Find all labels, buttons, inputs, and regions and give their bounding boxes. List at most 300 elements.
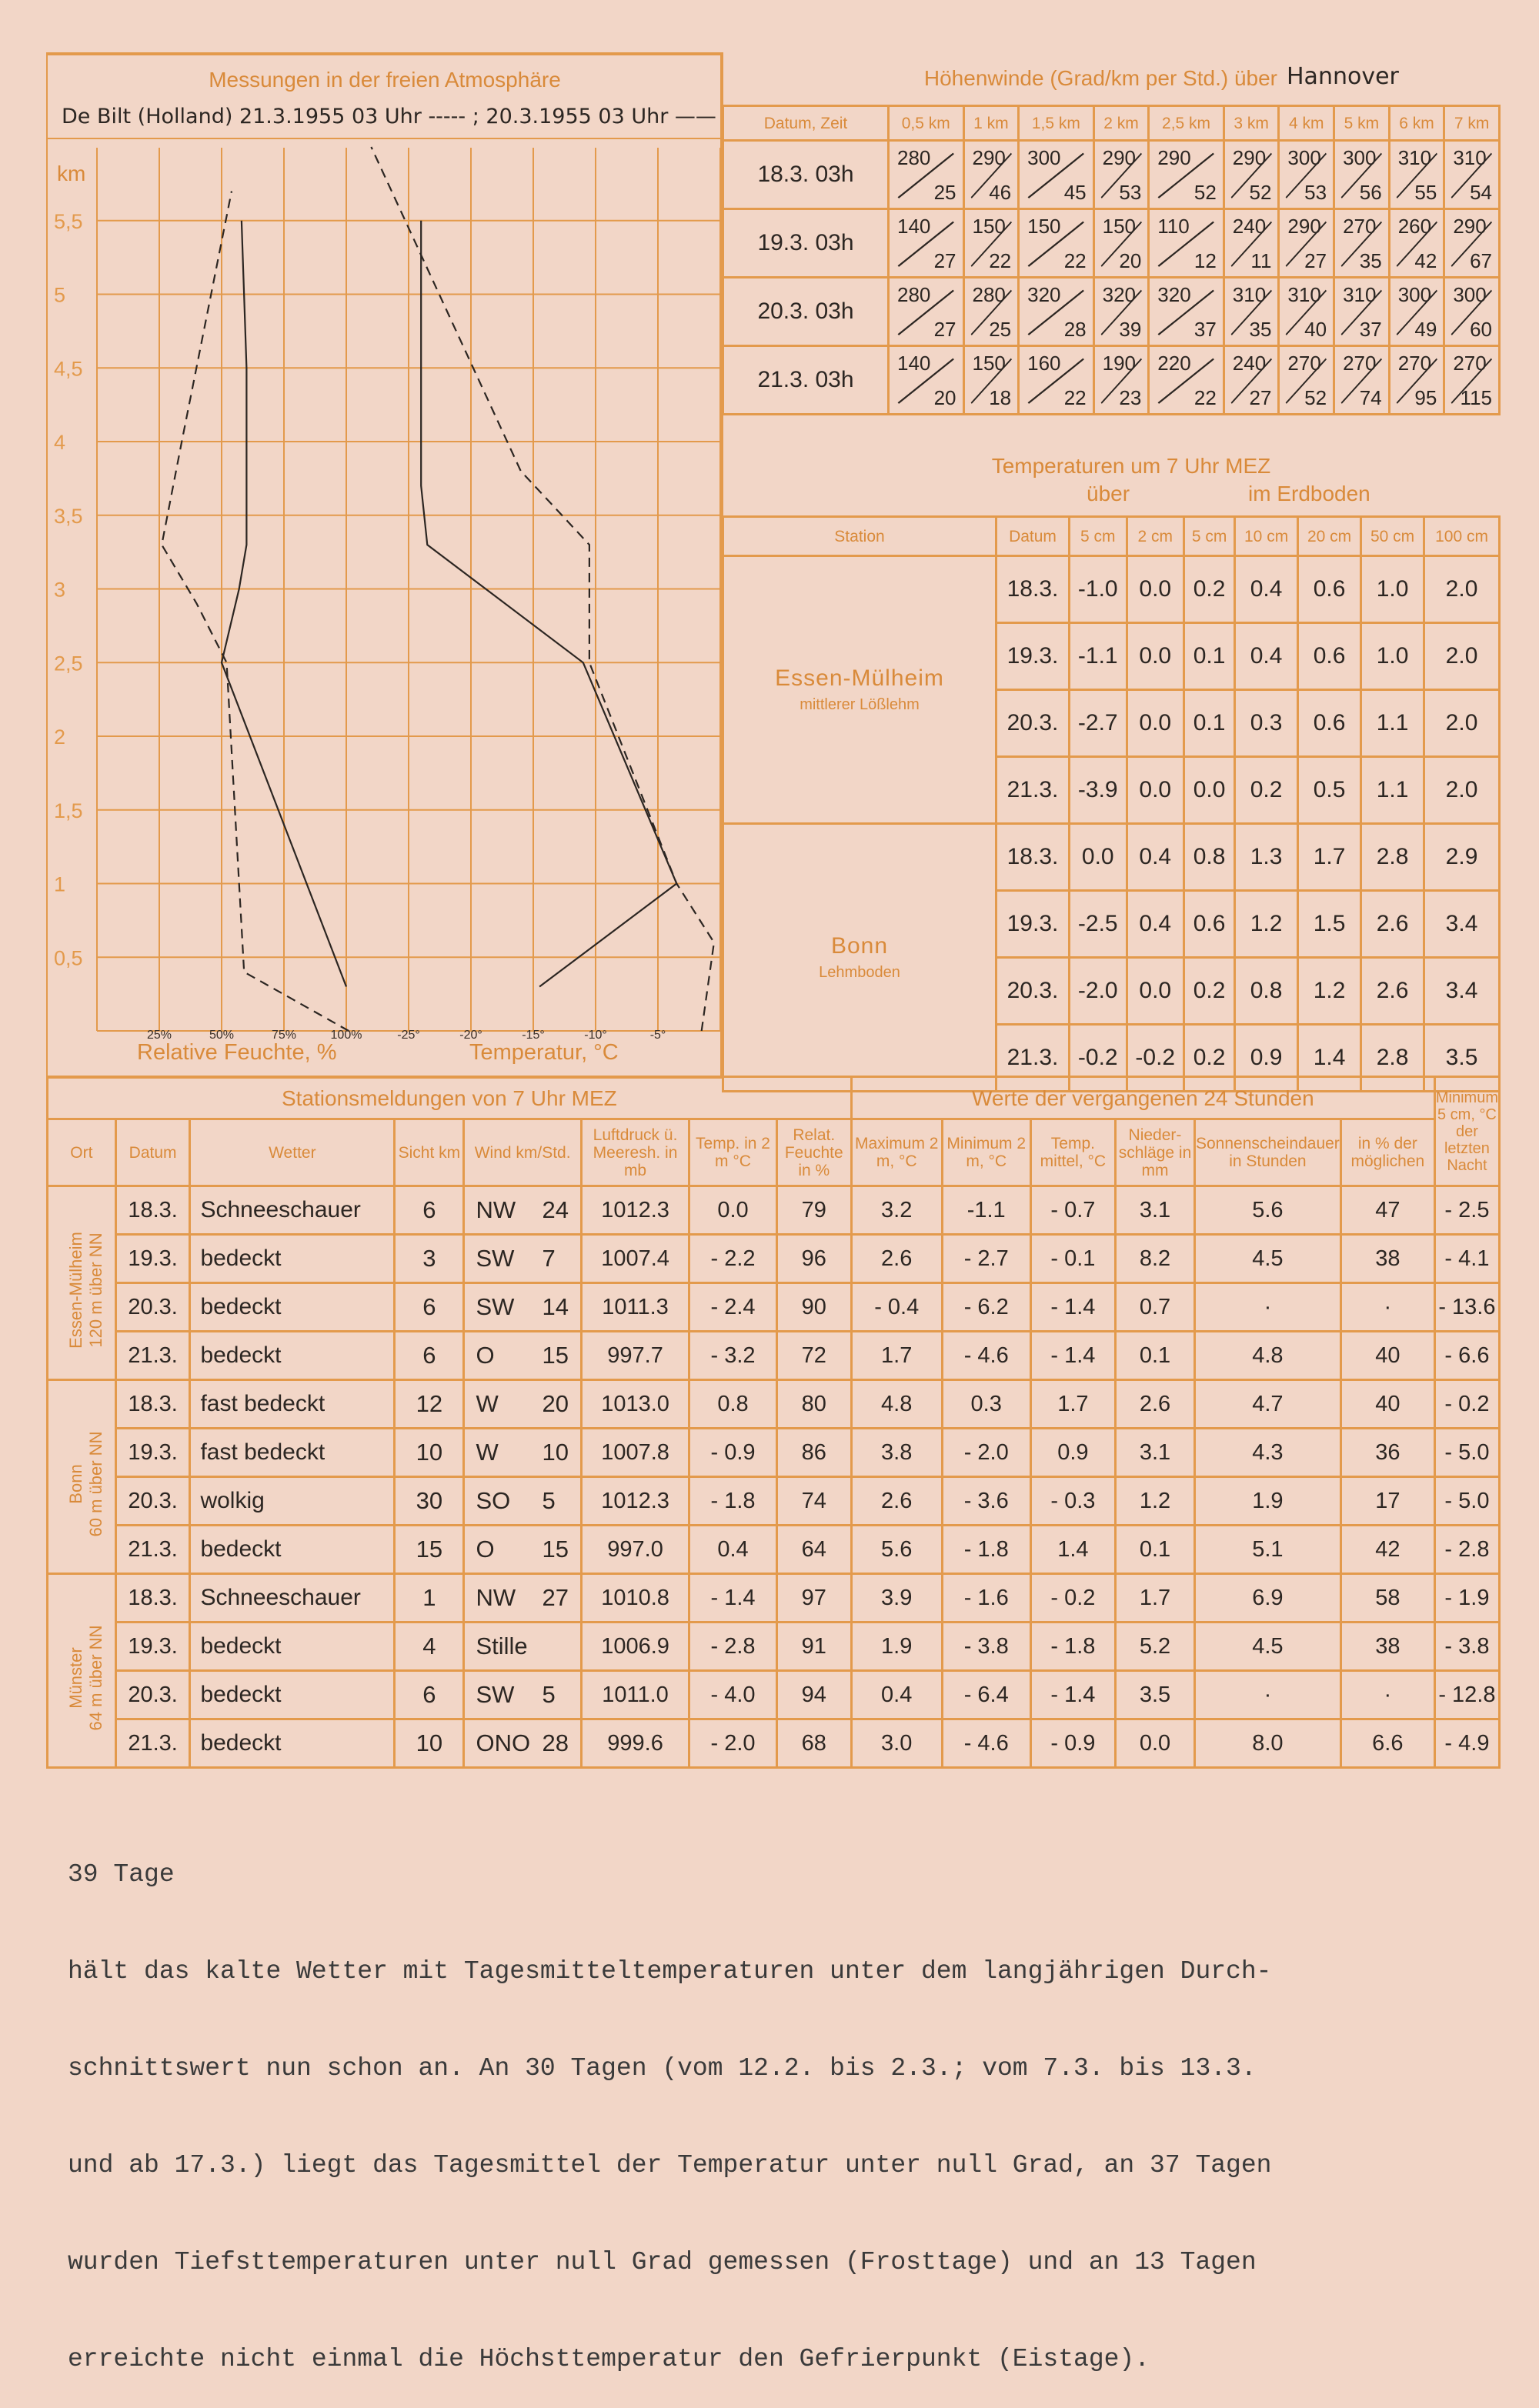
wind-speed: 53 <box>1119 181 1142 204</box>
winds-col-height: 1,5 km <box>1019 106 1094 141</box>
soil-value: 2.0 <box>1424 623 1500 690</box>
wind-direction: 310 <box>1397 146 1432 169</box>
wind-direction: 290 <box>972 146 1006 169</box>
winds-col-height: 2,5 km <box>1149 106 1224 141</box>
stations-row <box>48 1671 1500 1719</box>
winds-col-height: 5 km <box>1334 106 1390 141</box>
station-pressure: 1012.3 <box>581 1477 689 1526</box>
soil-value: 0.0 <box>1070 824 1127 891</box>
wind-speed: 22 <box>1063 249 1087 272</box>
wind-value <box>1225 347 1278 413</box>
soil-value: 0.1 <box>1184 623 1235 690</box>
stations-col-header: Luftdruck ü. Meeresh. in mb <box>581 1119 689 1186</box>
soil-value: -0.2 <box>1127 1025 1184 1092</box>
soil-value: -1.0 <box>1070 556 1127 623</box>
station-min: - 6.2 <box>942 1283 1030 1332</box>
station-weather: bedeckt <box>190 1283 395 1332</box>
wind-speed: 22 <box>1063 386 1087 409</box>
station-place-elev: 60 m über NN <box>86 1431 105 1537</box>
wind-value <box>1390 278 1444 345</box>
station-wind-dir: ONO <box>476 1729 531 1756</box>
station-sun-percent: 58 <box>1340 1574 1434 1623</box>
soil-title: Temperaturen um 7 Uhr MEZ <box>991 454 1271 478</box>
wind-cell <box>1093 346 1149 415</box>
stations-row <box>48 1719 1500 1768</box>
stations-header-row <box>48 1119 1500 1186</box>
winds-col-height: 6 km <box>1389 106 1444 141</box>
wind-direction: 280 <box>897 146 931 169</box>
station-precip: 0.0 <box>1115 1719 1194 1768</box>
station-humidity: 72 <box>776 1332 851 1380</box>
wind-speed: 25 <box>933 181 956 204</box>
soil-value: 0.0 <box>1127 623 1184 690</box>
wind-cell <box>1149 278 1224 346</box>
stations-col-header: in % der möglichen <box>1340 1119 1434 1186</box>
stations-col-header: Relat. Feuchte in % <box>776 1119 851 1186</box>
wind-direction: 140 <box>897 352 931 375</box>
station-mean: 1.7 <box>1030 1380 1115 1429</box>
station-wind-dir: NW <box>476 1584 516 1611</box>
y-tick-label: 3,5 <box>54 504 83 528</box>
wind-direction: 320 <box>1027 283 1061 306</box>
y-axis-label: km <box>57 162 86 185</box>
wind-value <box>890 347 963 413</box>
stations-row <box>48 1477 1500 1526</box>
wind-cell <box>1224 346 1279 415</box>
station-precip: 0.1 <box>1115 1526 1194 1574</box>
station-precip: 3.1 <box>1115 1429 1194 1477</box>
station-wind-speed: 14 <box>542 1293 569 1320</box>
station-sun-hours: 1.9 <box>1194 1477 1340 1526</box>
station-sun-hours: 5.1 <box>1194 1526 1340 1574</box>
soil-over: über <box>1087 482 1130 505</box>
station-precip: 0.1 <box>1115 1332 1194 1380</box>
soil-date: 20.3. <box>997 690 1070 757</box>
station-temp: - 2.2 <box>689 1235 776 1283</box>
wind-value <box>1020 210 1093 276</box>
wind-cell <box>1334 141 1390 209</box>
wind-value <box>1150 278 1223 345</box>
soil-value: -1.1 <box>1070 623 1127 690</box>
wind-direction: 190 <box>1102 352 1137 375</box>
station-temp: - 2.0 <box>689 1719 776 1768</box>
station-max: 3.2 <box>851 1186 942 1235</box>
station-visibility: 12 <box>395 1380 464 1429</box>
wind-value <box>1335 347 1388 413</box>
wind-cell <box>889 278 964 346</box>
station-humidity: 86 <box>776 1429 851 1477</box>
station-weather: fast bedeckt <box>190 1429 395 1477</box>
winds-date: 19.3. 03h <box>723 209 889 278</box>
soil-value: 0.0 <box>1127 690 1184 757</box>
station-precip: 3.1 <box>1115 1186 1194 1235</box>
wind-direction: 140 <box>897 215 931 238</box>
station-sun-percent: 42 <box>1340 1526 1434 1574</box>
wind-cell <box>1444 209 1500 278</box>
soil-type: Lehmboden <box>819 964 900 981</box>
station-wind <box>464 1332 581 1380</box>
wind-value <box>1280 278 1333 345</box>
soil-date: 20.3. <box>997 958 1070 1025</box>
chart-frame <box>46 54 722 1077</box>
rh-tick-label: 75% <box>271 1029 297 1042</box>
soil-value: 0.3 <box>1235 690 1298 757</box>
soil-in-ground: im Erdboden <box>1248 482 1370 505</box>
rh-tick-label: 100% <box>330 1029 362 1042</box>
station-sun-percent: 40 <box>1340 1380 1434 1429</box>
station-date: 18.3. <box>115 1574 190 1623</box>
wind-value <box>1390 347 1444 413</box>
wind-value <box>890 278 963 345</box>
wind-direction: 320 <box>1102 283 1137 306</box>
wind-direction: 160 <box>1027 352 1061 375</box>
station-precip: 1.7 <box>1115 1574 1194 1623</box>
wind-speed: 95 <box>1414 386 1437 409</box>
station-wind-dir: SW <box>476 1293 515 1320</box>
station-date: 20.3. <box>115 1283 190 1332</box>
station-temp: - 1.4 <box>689 1574 776 1623</box>
wind-cell <box>1279 346 1334 415</box>
wind-cell <box>1444 278 1500 346</box>
station-min-5cm: - 6.6 <box>1434 1332 1499 1380</box>
station-min: - 3.6 <box>942 1477 1030 1526</box>
station-visibility: 10 <box>395 1429 464 1477</box>
atmosphere-chart <box>46 52 723 1079</box>
station-visibility: 1 <box>395 1574 464 1623</box>
temp-tick-label: -15° <box>522 1029 545 1042</box>
station-visibility: 6 <box>395 1283 464 1332</box>
station-visibility: 4 <box>395 1623 464 1671</box>
station-max: 1.7 <box>851 1332 942 1380</box>
wind-direction: 240 <box>1232 352 1267 375</box>
wind-cell <box>1334 278 1390 346</box>
wind-value <box>1335 278 1388 345</box>
station-temp: - 4.0 <box>689 1671 776 1719</box>
station-precip: 5.2 <box>1115 1623 1194 1671</box>
wind-value <box>1280 142 1333 208</box>
temp-tick-label: -20° <box>459 1029 482 1042</box>
station-place-name: Münster <box>66 1647 85 1709</box>
wind-speed: 27 <box>1304 249 1327 272</box>
station-sun-percent: 47 <box>1340 1186 1434 1235</box>
stations-col-header: Datum <box>115 1119 190 1186</box>
station-mean: - 0.2 <box>1030 1574 1115 1623</box>
soil-value: -2.5 <box>1070 891 1127 958</box>
soil-col-depth: 10 cm <box>1235 517 1298 556</box>
wind-value <box>1095 347 1148 413</box>
weather-sheet <box>46 52 1501 1762</box>
station-sun-percent: 40 <box>1340 1332 1434 1380</box>
station-place-cell <box>48 1574 116 1768</box>
stations-col-header: Maximum 2 m, °C <box>851 1119 942 1186</box>
wind-value <box>1225 278 1278 345</box>
wind-cell <box>1334 346 1390 415</box>
soil-value: 1.2 <box>1235 891 1298 958</box>
winds-col-height: 7 km <box>1444 106 1500 141</box>
wind-speed: 53 <box>1304 181 1327 204</box>
station-wind-speed: 15 <box>542 1342 569 1369</box>
wind-speed: 23 <box>1119 386 1142 409</box>
stations-col-header: Temp. mittel, °C <box>1030 1119 1115 1186</box>
station-min: - 2.7 <box>942 1235 1030 1283</box>
station-humidity: 80 <box>776 1380 851 1429</box>
wind-speed: 74 <box>1359 386 1382 409</box>
station-visibility: 10 <box>395 1719 464 1768</box>
wind-speed: 37 <box>1359 318 1382 341</box>
station-sun-percent: 17 <box>1340 1477 1434 1526</box>
wind-cell <box>1334 209 1390 278</box>
station-temp: - 2.8 <box>689 1623 776 1671</box>
station-date: 20.3. <box>115 1477 190 1526</box>
station-sun-percent: · <box>1340 1283 1434 1332</box>
station-precip: 1.2 <box>1115 1477 1194 1526</box>
station-date: 21.3. <box>115 1526 190 1574</box>
soil-header-row <box>723 517 1500 556</box>
wind-speed: 22 <box>1193 386 1217 409</box>
wind-speed: 40 <box>1304 318 1327 341</box>
winds-col-date: Datum, Zeit <box>723 106 889 141</box>
soil-row <box>723 824 1500 891</box>
wind-cell <box>963 346 1019 415</box>
soil-value: 2.8 <box>1361 1025 1424 1092</box>
station-mean: - 1.8 <box>1030 1623 1115 1671</box>
soil-row <box>723 556 1500 623</box>
station-humidity: 97 <box>776 1574 851 1623</box>
wind-direction: 270 <box>1343 352 1377 375</box>
station-mean: - 0.3 <box>1030 1477 1115 1526</box>
winds-date: 20.3. 03h <box>723 278 889 346</box>
station-sun-percent: 38 <box>1340 1623 1434 1671</box>
station-max: - 0.4 <box>851 1283 942 1332</box>
station-place-elev: 64 m über NN <box>86 1625 105 1731</box>
soil-value: 1.2 <box>1298 958 1361 1025</box>
wind-speed: 56 <box>1359 181 1382 204</box>
soil-date: 18.3. <box>997 556 1070 623</box>
station-mean: - 1.4 <box>1030 1283 1115 1332</box>
station-max: 5.6 <box>851 1526 942 1574</box>
wind-value <box>1445 278 1498 345</box>
rh-tick-label: 25% <box>146 1029 172 1042</box>
wind-direction: 300 <box>1397 283 1432 306</box>
soil-value: 0.8 <box>1235 958 1298 1025</box>
wind-direction: 290 <box>1232 146 1267 169</box>
station-min: 0.3 <box>942 1380 1030 1429</box>
soil-date: 21.3. <box>997 757 1070 824</box>
station-visibility: 3 <box>395 1235 464 1283</box>
soil-value: 0.9 <box>1235 1025 1298 1092</box>
station-sun-hours: 6.9 <box>1194 1574 1340 1623</box>
wind-speed: 52 <box>1249 181 1272 204</box>
temp-axis-label: Temperatur, °C <box>469 1040 619 1065</box>
station-wind <box>464 1283 581 1332</box>
wind-direction: 270 <box>1453 352 1487 375</box>
y-tick-label: 2 <box>54 725 66 749</box>
winds-row <box>723 346 1500 415</box>
wind-value <box>1020 347 1093 413</box>
station-min: -1.1 <box>942 1186 1030 1235</box>
stations-col-header: Sicht km <box>395 1119 464 1186</box>
station-min-5cm: - 5.0 <box>1434 1429 1499 1477</box>
wind-speed: 27 <box>933 318 956 341</box>
station-precip: 3.5 <box>1115 1671 1194 1719</box>
wind-value <box>1280 347 1333 413</box>
wind-direction: 260 <box>1397 215 1432 238</box>
station-date: 19.3. <box>115 1623 190 1671</box>
wind-value <box>1095 278 1148 345</box>
footer-line: schnittswert nun schon an. An 30 Tagen (vom 12.2. bis 2.3.; vom 7.3. bis 13.3. <box>68 2054 1257 2083</box>
station-min: - 1.8 <box>942 1526 1030 1574</box>
station-humidity: 64 <box>776 1526 851 1574</box>
wind-cell <box>1389 141 1444 209</box>
wind-direction: 310 <box>1453 146 1487 169</box>
station-temp: - 1.8 <box>689 1477 776 1526</box>
wind-value <box>1150 142 1223 208</box>
stations-title-row <box>48 1077 1500 1119</box>
station-weather: bedeckt <box>190 1332 395 1380</box>
station-wind-dir: SW <box>476 1245 515 1272</box>
soil-value: 0.6 <box>1298 690 1361 757</box>
wind-value <box>965 210 1018 276</box>
wind-cell <box>1019 141 1094 209</box>
station-pressure: 997.7 <box>581 1332 689 1380</box>
station-sun-hours: 5.6 <box>1194 1186 1340 1235</box>
wind-direction: 280 <box>897 283 931 306</box>
winds-col-height: 2 km <box>1093 106 1149 141</box>
wind-speed: 52 <box>1304 386 1327 409</box>
winds-table <box>722 105 1501 415</box>
wind-value <box>1280 210 1333 276</box>
station-wind <box>464 1477 581 1526</box>
wind-value <box>1225 210 1278 276</box>
wind-cell <box>1389 346 1444 415</box>
wind-direction: 290 <box>1287 215 1321 238</box>
soil-value: 1.5 <box>1298 891 1361 958</box>
wind-cell <box>1279 209 1334 278</box>
winds-col-height: 4 km <box>1279 106 1334 141</box>
soil-value: -2.0 <box>1070 958 1127 1025</box>
station-temp: 0.8 <box>689 1380 776 1429</box>
wind-speed: 27 <box>933 249 956 272</box>
wind-value <box>965 347 1018 413</box>
station-min-5cm: - 5.0 <box>1434 1477 1499 1526</box>
station-mean: - 0.1 <box>1030 1235 1115 1283</box>
soil-value: 0.2 <box>1235 757 1298 824</box>
y-tick-label: 1 <box>54 872 66 896</box>
wind-speed: 46 <box>989 181 1012 204</box>
stations-row <box>48 1283 1500 1332</box>
wind-cell <box>889 209 964 278</box>
wind-value <box>1390 210 1444 276</box>
station-humidity: 74 <box>776 1477 851 1526</box>
station-max: 2.6 <box>851 1235 942 1283</box>
wind-cell <box>1224 209 1279 278</box>
station-sun-hours: 4.5 <box>1194 1623 1340 1671</box>
stations-row <box>48 1380 1500 1429</box>
y-tick-label: 4 <box>54 431 66 454</box>
station-humidity: 68 <box>776 1719 851 1768</box>
wind-value <box>1020 142 1093 208</box>
station-min-5cm: - 12.8 <box>1434 1671 1499 1719</box>
wind-cell <box>1019 346 1094 415</box>
station-mean: 0.9 <box>1030 1429 1115 1477</box>
wind-speed: 22 <box>989 249 1012 272</box>
wind-value <box>1225 142 1278 208</box>
winds-row <box>723 278 1500 346</box>
station-date: 19.3. <box>115 1235 190 1283</box>
wind-cell <box>1019 209 1094 278</box>
station-visibility: 6 <box>395 1671 464 1719</box>
station-min: - 4.6 <box>942 1719 1030 1768</box>
winds-row <box>723 141 1500 209</box>
soil-value: 3.4 <box>1424 958 1500 1025</box>
station-wind-speed: 20 <box>542 1390 569 1417</box>
wind-direction: 110 <box>1157 215 1190 238</box>
wind-direction: 150 <box>972 215 1006 238</box>
wind-cell <box>1019 278 1094 346</box>
station-sun-hours: · <box>1194 1283 1340 1332</box>
stations-title-right: Werte der vergangenen 24 Stunden <box>851 1077 1434 1119</box>
wind-value <box>1445 210 1498 276</box>
wind-cell <box>1389 278 1444 346</box>
wind-speed: 20 <box>933 386 956 409</box>
wind-direction: 300 <box>1453 283 1487 306</box>
winds-title: Höhenwinde (Grad/km per Std.) über <box>923 66 1277 90</box>
station-wind <box>464 1623 581 1671</box>
station-sun-hours: 4.8 <box>1194 1332 1340 1380</box>
station-date: 19.3. <box>115 1429 190 1477</box>
station-weather: bedeckt <box>190 1671 395 1719</box>
soil-type: mittlerer Lößlehm <box>800 696 920 713</box>
wind-direction: 310 <box>1287 283 1321 306</box>
wind-speed: 20 <box>1119 249 1142 272</box>
wind-speed: 42 <box>1414 249 1437 272</box>
station-sun-hours: 4.7 <box>1194 1380 1340 1429</box>
station-wind-dir: NW <box>476 1196 516 1223</box>
footer-line: wurden Tiefsttemperaturen unter null Grad gemessen (Frosttage) und an 13 Tagen <box>68 2248 1257 2276</box>
station-wind <box>464 1380 581 1429</box>
station-weather: bedeckt <box>190 1623 395 1671</box>
station-weather: Schneeschauer <box>190 1574 395 1623</box>
station-max: 1.9 <box>851 1623 942 1671</box>
wind-cell <box>1093 209 1149 278</box>
wind-direction: 270 <box>1343 215 1377 238</box>
station-min: - 3.8 <box>942 1623 1030 1671</box>
stations-row <box>48 1526 1500 1574</box>
stations-row <box>48 1623 1500 1671</box>
rh-tick-label: 50% <box>209 1029 235 1042</box>
soil-station-name: Essen-Mülheim <box>775 665 944 691</box>
soil-value: 0.4 <box>1127 824 1184 891</box>
wind-value <box>965 278 1018 345</box>
wind-direction: 300 <box>1287 146 1321 169</box>
wind-direction: 320 <box>1157 283 1191 306</box>
station-wind-dir: W <box>476 1439 499 1466</box>
footer-line: hält das kalte Wetter mit Tagesmitteltemperaturen unter dem langjährigen Durch- <box>68 1957 1272 1986</box>
wind-speed: 45 <box>1063 181 1087 204</box>
wind-direction: 270 <box>1287 352 1321 375</box>
station-max: 0.4 <box>851 1671 942 1719</box>
wind-value <box>965 142 1018 208</box>
soil-value: 1.1 <box>1361 690 1424 757</box>
y-tick-label: 1,5 <box>54 799 83 822</box>
station-pressure: 997.0 <box>581 1526 689 1574</box>
station-visibility: 6 <box>395 1332 464 1380</box>
stations-row <box>48 1235 1500 1283</box>
soil-value: 0.1 <box>1184 690 1235 757</box>
station-humidity: 90 <box>776 1283 851 1332</box>
station-sun-percent: 36 <box>1340 1429 1434 1477</box>
wind-speed: 27 <box>1249 386 1272 409</box>
